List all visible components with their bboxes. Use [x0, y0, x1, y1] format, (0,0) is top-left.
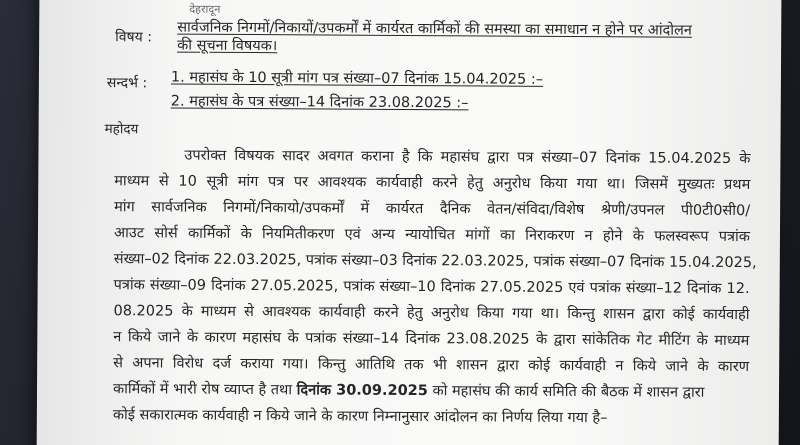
- meeting-date: दिनांक 30.09.2025: [296, 382, 428, 400]
- letter-page: [37, 0, 782, 445]
- salutation: महोदय: [104, 121, 139, 138]
- body-line-3: मांग सार्वजनिक निगमों/निकायो/उपकर्मों में कार्यरत दैनिक वेतन/संविदा/विशेष श्रेणी/उपनल पी0टी0सी0/: [114, 199, 751, 220]
- body-line-1: उपरोक्त विषयक सादर अवगत कराना है कि महासंघ द्वारा पत्र संख्या–07 दिनांक 15.04.2025 के: [184, 147, 751, 168]
- reference-item-2: 2. महासंघ के पत्र संख्या–14 दिनांक 23.08.2025 :–: [170, 93, 469, 112]
- body-line-7: 08.2025 के माध्यम से आवश्यक कार्यवाही करने हेतु अनुरोध किया गया था। किन्तु शासन द्वारा कोई कार्यवाही: [113, 303, 750, 324]
- subject-line-1: सार्वजनिक निगमों/निकायों/उपकर्मों में कार्यरत कार्मिकों की समस्या का समाधान न होने पर आंदोलन: [177, 19, 692, 39]
- reference-item-1: 1. महासंघ के 10 सूत्री मांग पत्र संख्या–07 दिनांक 15.04.2025 :–: [170, 69, 544, 88]
- body-line-11: कोई सकारात्मक कार्यवाही न किये जाने के कारण निम्नानुसार आंदोलन का निर्णय लिया गया है–: [112, 407, 608, 427]
- body-line-10-lead: कार्मिकों में भारी रोष व्याप्त है तथा: [112, 381, 297, 399]
- subject-label: विषय :: [115, 29, 153, 46]
- body-line-4: आउट सोर्स कार्मिकों के नियमितीकरण एवं अन्य न्यायोचित मांगों का निराकरण न होने के फलस्वरूप पत्रांक: [113, 225, 751, 246]
- body-line-6: पत्रांक संख्या–09 दिनांक 27.05.2025, पत्रांक संख्या–10 दिनांक 27.05.2025 एवं पत्रांक संख्या–12 दिनांक 12.: [113, 277, 750, 298]
- body-line-5: संख्या–02 दिनांक 22.03.2025, पत्रांक संख्या–03 दिनांक 22.03.2025, पत्रांक संख्या–07 दिनांक 15.04.2025,: [113, 251, 757, 272]
- body-line-8: न किये जाने के कारण महासंघ के पत्रांक संख्या–14 दिनांक 23.08.2025 के द्वारा सांकेतिक गेट मीटिंग के माध्यम: [113, 329, 750, 350]
- reference-label: सन्दर्भ :: [106, 75, 148, 92]
- body-line-10: [113, 380, 749, 402]
- body-line-2: माध्यम से 10 सूत्री मांग पत्र पर आवश्यक कार्यवाही करने हेतु अनुरोध किया गया था। जिसमें मुख्यतः प्रथम: [114, 173, 751, 194]
- body-line-10-tail: को महासंघ की कार्य समिति की बैठक में शासन द्वारा: [427, 383, 705, 401]
- body-line-9: से अपना विरोध दर्ज कराया गया। किन्तु आतिथि तक भी शासन द्वारा कोई कार्यवाही न किये जाने के कारण: [113, 355, 750, 376]
- subject-line-2: की सूचना विषयक।: [177, 37, 278, 55]
- place-header: देहरादून: [189, 2, 221, 16]
